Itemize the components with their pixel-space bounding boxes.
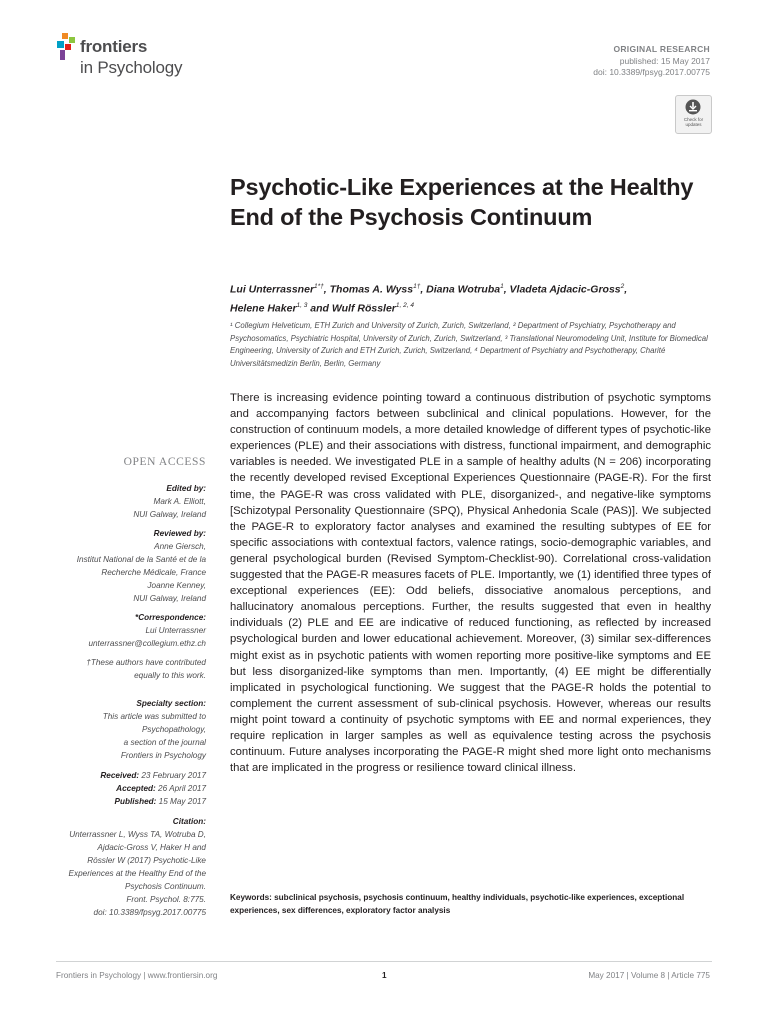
citation-heading: Citation: <box>172 817 206 826</box>
footer-journal-link[interactable]: Frontiers in Psychology | www.frontiersin.org <box>56 971 218 980</box>
published-date: published: 15 May 2017 <box>619 56 710 66</box>
accepted-label: Accepted: <box>116 784 156 793</box>
check-updates-label: Check for <box>683 117 704 122</box>
frontiers-logo-icon <box>56 33 78 61</box>
article-title: Psychotic-Like Experiences at the Healthy End of the Psychosis Continuum <box>230 174 694 230</box>
correspondence-name: Lui Unterrassner <box>145 626 206 635</box>
author-name[interactable]: Wulf Rössler <box>331 302 396 314</box>
author-affiliation-sup: 2 <box>620 283 625 290</box>
check-updates-icon <box>685 99 701 115</box>
journal-logo-subtitle: in Psychology <box>80 58 183 77</box>
author-affiliation-sup: 1, 2, 4 <box>395 301 414 309</box>
abstract: There is increasing evidence pointing toward a continuous distribution of psychotic symptoms and accompanying factors between subclinical and clinical populations. However, for the construction of continuum models, a more detailed knowledge of different types of psychotic-like experiences (PLE) and their associations with distress, functional impairment, and demographic variables is needed. We investigated PLE in a sample of healthy adults (N = 206) incorporating the recently developed revised Exceptional Experiences Questionnaire (PAGE-R). For the first time, the PAGE-R was cross validated with PLE, disorganized-, and negative-like symptoms [Schizotypal Personality Questionnaire (SPQ), Physical Anhedonia Scale (PAS)]. We subjected the PAGE-R to exploratory factor analyses and examined the resulting subtypes of EE for specific associations with contextual factors, valence ratings, socio-demographic variables, and general psychological burden (Revised Symptom-Checklist-90). Correlational cross-validation suggested that the PAGE-R measures facets of PLE. Importantly, we (1) identified three types of exceptional experiences (EE): Odd beliefs, dissociative anomalous perceptions, and hallucinatory anomalous perceptions. Further, the results suggested that even in healthy individuals (2) PLE and EE are indicative of reduced functioning, as reflected by increased psychological burden and lower educational achievement. Moreover, (3) similar sex-differences might exist as in psychotic patients with women reporting more positive-like symptoms and EE but less disorganized-like symptoms than men. Importantly, (4) EE might be differentially implicated in psychological functioning. We suggest that the PAGE-R holds the potential to complement the current assessment of sub-clinical psychosis. However, whereas our results might point toward a continuity of psychotic symptoms with EE and normal experiences, they require replication in larger samples as well as equivalence testing across the psychosis continuum. Future analyses incorporating the PAGE-R might shed more light onto mechanisms that are implicated in the progress or resilience toward clinical illness. <box>230 392 711 775</box>
specialty-section-block: Specialty section: This article was submitted to Psychopathology, a section of the journal Frontiers in Psychology <box>102 699 206 760</box>
accepted-date: 26 April 2017 <box>158 784 206 793</box>
open-access-label: OPEN ACCESS <box>123 456 206 468</box>
keywords: Keywords: subclinical psychosis, psychosis continuum, healthy individuals, psychotic-like experiences, exceptional experiences, sex differences, exploratory factor analysis <box>230 893 685 915</box>
reviewer-line: Joanne Kenney, <box>147 581 206 590</box>
equal-contribution-note: †These authors have contributed equally to this work. <box>86 658 206 680</box>
correspondence-heading: *Correspondence: <box>135 613 206 622</box>
published-date-side: 15 May 2017 <box>158 797 206 806</box>
footer-divider <box>56 961 712 962</box>
citation-doi[interactable]: doi: 10.3389/fpsyg.2017.00775 <box>93 908 206 917</box>
correspondence-block <box>88 611 206 650</box>
editor-line: Mark A. Elliott, <box>153 497 206 506</box>
reviewer-line: Anne Giersch, <box>154 542 206 551</box>
author-list: Lui Unterrassner$^{1*\dagger}$, Thomas A. Wyss$^{1\dagger}$, Diana Wotruba$^1$, Vladeta Ajdacic-Gross$^2$, Helene Haker$^{1, 3}$ and Wulf Rössler$^{1, 2, 4}$ <box>230 283 628 314</box>
page-number: 1 <box>382 971 387 980</box>
reviewed-by-block <box>77 527 206 605</box>
article-type: ORIGINAL RESEARCH <box>613 44 710 54</box>
doi-link[interactable]: doi: 10.3389/fpsyg.2017.00775 <box>593 67 710 77</box>
author-affiliation-sup: 1*† <box>314 283 324 290</box>
author-name[interactable]: Thomas A. Wyss <box>329 283 414 296</box>
author-name[interactable]: Vladeta Ajdacic-Gross <box>509 283 621 296</box>
affiliations: ¹ Collegium Helveticum, ETH Zurich and University of Zurich, Zurich, Switzerland, ² Department of Psychiatry, Psychotherapy and Psychosomatics, Psychiatric Hospital, University of Zurich, Zurich, Switzerland, ³ Translational Neuromodeling Unit, Institute for Biomedical Engineering, University of Zurich and ETH Zurich, Zurich, Switzerland, ⁴ Department of Psychiatry and Psychotherapy, Charité Universitätsmedizin Berlin, Berlin, Germany <box>230 321 708 368</box>
specialty-heading: Specialty section: <box>136 699 206 708</box>
dates-block <box>100 769 206 808</box>
reviewer-line: NUI Galway, Ireland <box>133 594 206 603</box>
check-updates-label-2: updates <box>685 122 702 127</box>
author-affiliation-sup: 1, 3 <box>296 301 308 309</box>
citation-block: Citation: Unterrassner L, Wyss TA, Wotruba D, Ajdacic-Gross V, Haker H and Rössler W (2017) Psychotic-Like Experiences at the Healthy End of the Psychosis Continuum. Front. Psychol. 8:775. doi: 10.3389/fpsyg.2017.00775 <box>68 817 206 917</box>
reviewer-line: Institut National de la Santé et de la <box>76 555 206 564</box>
published-label: Published: <box>114 797 157 806</box>
reviewer-line: Recherche Médicale, France <box>101 568 206 577</box>
author-affiliation-sup: 1† <box>413 283 421 290</box>
correspondence-email[interactable]: unterrassner@collegium.ethz.ch <box>88 639 206 648</box>
author-name[interactable]: Diana Wotruba <box>426 283 501 296</box>
received-label: Received: <box>100 771 140 780</box>
author-affiliation-sup: 1 <box>500 283 504 290</box>
journal-logo-text: frontiers <box>80 37 148 56</box>
footer-issue-info: May 2017 | Volume 8 | Article 775 <box>588 971 710 980</box>
edited-by-block <box>133 482 206 521</box>
editor-line: NUI Galway, Ireland <box>133 510 206 519</box>
author-name[interactable]: Lui Unterrassner <box>230 283 315 296</box>
author-name[interactable]: Helene Haker <box>230 302 297 314</box>
received-date: 23 February 2017 <box>141 771 206 780</box>
check-for-updates-button[interactable] <box>675 95 712 134</box>
edited-by-heading: Edited by: <box>166 484 206 493</box>
reviewed-by-heading: Reviewed by: <box>153 529 206 538</box>
